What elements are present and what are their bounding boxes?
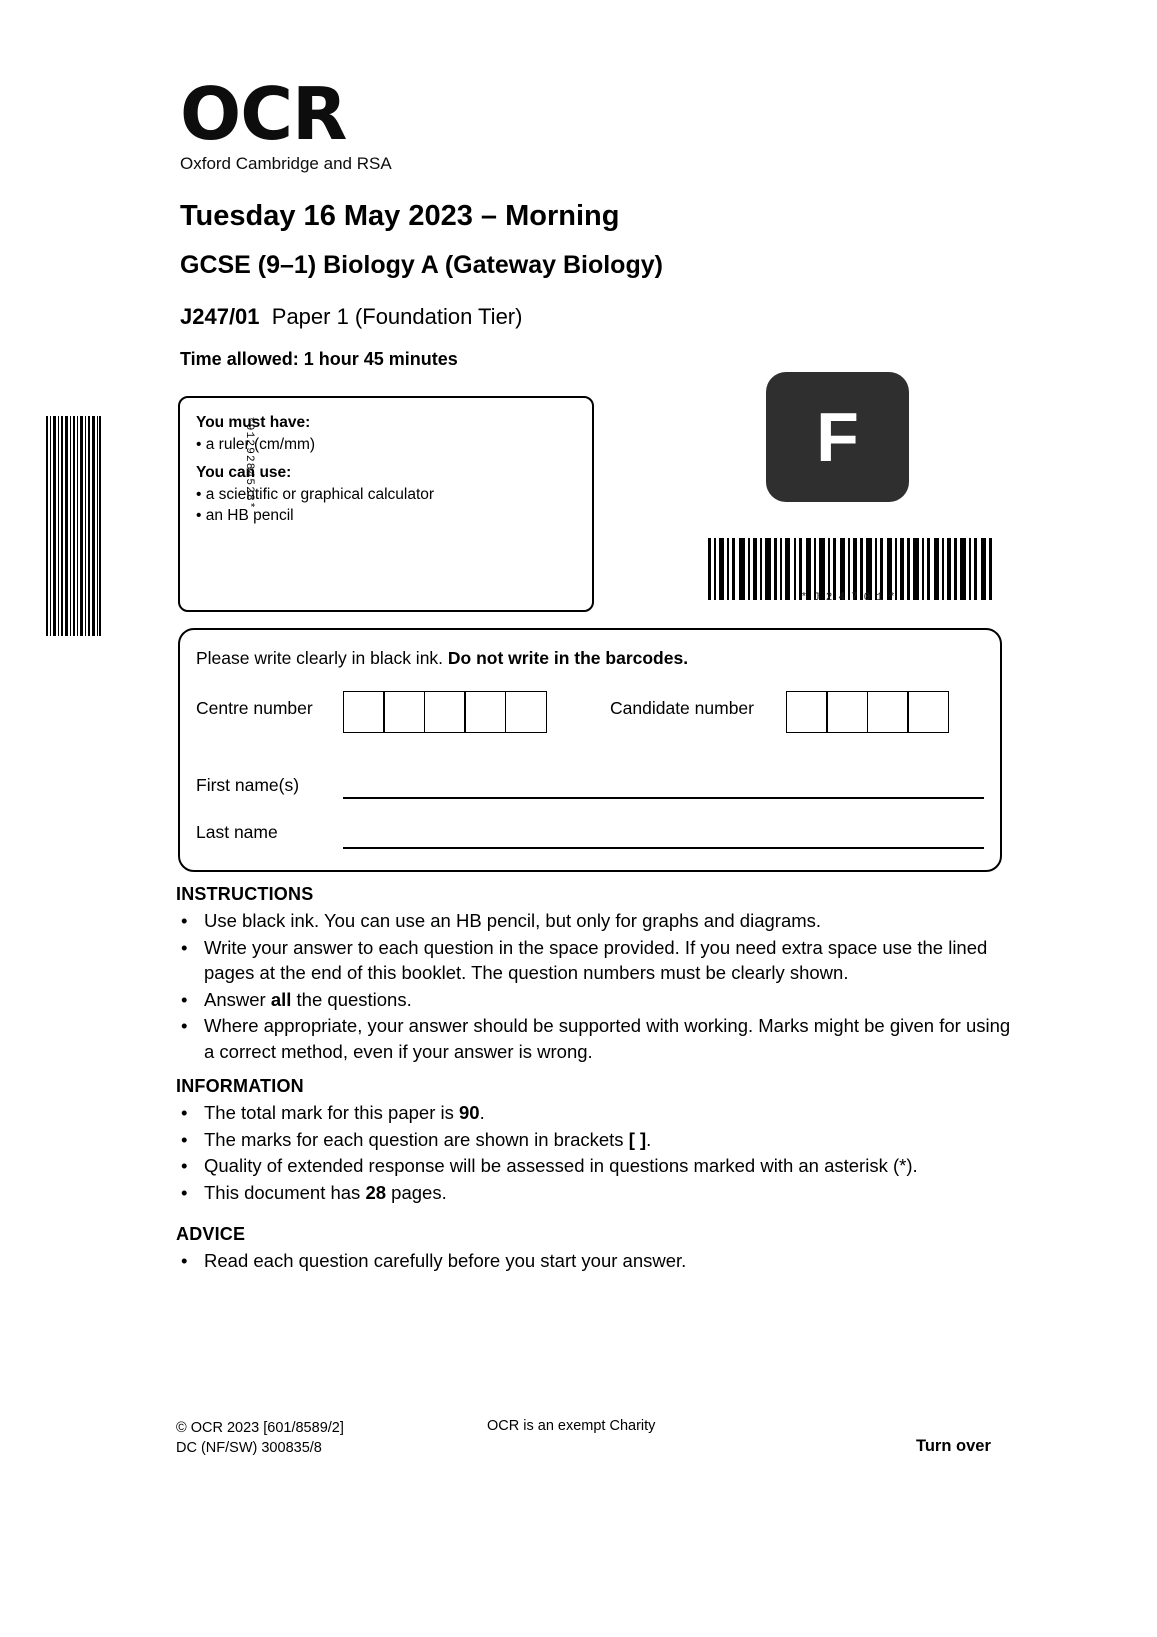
list-item: • Where appropriate, your answer should be supported with working. Marks might be given for using a correct method, even if your answer is wrong. — [176, 1013, 1016, 1064]
tier-badge: F — [766, 372, 909, 502]
qualification-title: GCSE (9–1) Biology A (Gateway Biology) — [180, 251, 663, 279]
centre-number-cell[interactable] — [383, 691, 425, 733]
time-allowed: Time allowed: 1 hour 45 minutes — [180, 349, 458, 369]
list-item: • This document has 28 pages. — [176, 1180, 1016, 1206]
ocr-logo — [180, 72, 392, 174]
ocr-logo-subtitle: Oxford Cambridge and RSA — [180, 154, 392, 173]
can-use-item: • a scientific or graphical calculator — [196, 486, 435, 503]
document-code: DC (NF/SW) 300835/8 — [176, 1440, 322, 1456]
top-barcode-number: *J24701* — [800, 592, 902, 604]
top-barcode — [706, 538, 996, 600]
information-list — [176, 1100, 1016, 1205]
can-use-item: • an HB pencil — [196, 507, 294, 524]
exam-date-session: Tuesday 16 May 2023 – Morning — [180, 200, 620, 232]
advice-section — [176, 1224, 1016, 1275]
paper-name: Paper 1 (Foundation Tier) — [271, 304, 523, 329]
candidate-number-cell[interactable] — [907, 691, 949, 733]
write-clearly-note — [196, 648, 688, 669]
charity-note: OCR is an exempt Charity — [487, 1418, 656, 1434]
list-item: • The marks for each question are shown in brackets [ ]. — [176, 1127, 1016, 1153]
can-use-heading: You can use: — [196, 464, 292, 481]
list-item: • Quality of extended response will be assessed in questions marked with an asterisk (*). — [176, 1153, 1016, 1179]
write-clearly-note-bold: Do not write in the barcodes. — [447, 648, 689, 668]
instructions-list — [176, 908, 1016, 1064]
list-item: • Write your answer to each question in the space provided. If you need extra space use the lined pages at the end of this booklet. The question numbers must be clearly shown. — [176, 935, 1016, 986]
candidate-number-cell[interactable] — [826, 691, 868, 733]
last-name-label: Last name — [196, 822, 278, 842]
candidate-number-input[interactable] — [786, 691, 949, 733]
centre-number-cell[interactable] — [464, 691, 506, 733]
instructions-heading: INSTRUCTIONS — [176, 884, 314, 904]
centre-number-label: Centre number — [196, 698, 313, 718]
ocr-logo-text: OCR — [180, 72, 347, 156]
side-barcode-bars — [44, 416, 102, 636]
advice-list — [176, 1248, 1016, 1274]
centre-number-input[interactable] — [343, 691, 547, 733]
copyright-line: © OCR 2023 [601/8589/2] — [176, 1420, 344, 1436]
instructions-section — [176, 884, 1016, 1065]
list-item: • Answer all the questions. — [176, 987, 1016, 1013]
list-item: • Use black ink. You can use an HB pencil, but only for graphs and diagrams. — [176, 908, 1016, 934]
advice-heading: ADVICE — [176, 1224, 246, 1244]
information-section — [176, 1076, 1016, 1206]
turn-over-note: Turn over — [916, 1437, 991, 1455]
candidate-number-label: Candidate number — [610, 698, 754, 718]
first-names-label: First name(s) — [196, 775, 300, 795]
last-name-input[interactable] — [343, 847, 984, 849]
write-clearly-note-plain: Please write clearly in black ink. — [196, 648, 448, 668]
centre-number-cell[interactable] — [424, 691, 466, 733]
list-item: • Read each question carefully before you start your answer. — [176, 1248, 1016, 1274]
candidate-number-cell[interactable] — [786, 691, 828, 733]
equipment-box — [178, 396, 594, 612]
information-heading: INFORMATION — [176, 1076, 304, 1096]
first-names-input[interactable] — [343, 797, 984, 799]
footer-left — [176, 1418, 344, 1458]
centre-number-cell[interactable] — [343, 691, 385, 733]
must-have-heading: You must have: — [196, 414, 311, 431]
candidate-number-cell[interactable] — [867, 691, 909, 733]
must-have-item: • a ruler (cm/mm) — [196, 436, 316, 453]
list-item: • The total mark for this paper is 90. — [176, 1100, 1016, 1126]
paper-line — [180, 304, 522, 330]
centre-number-cell[interactable] — [505, 691, 547, 733]
side-barcode-number: *9129284528* — [243, 416, 255, 510]
paper-code: J247/01 — [180, 304, 260, 329]
